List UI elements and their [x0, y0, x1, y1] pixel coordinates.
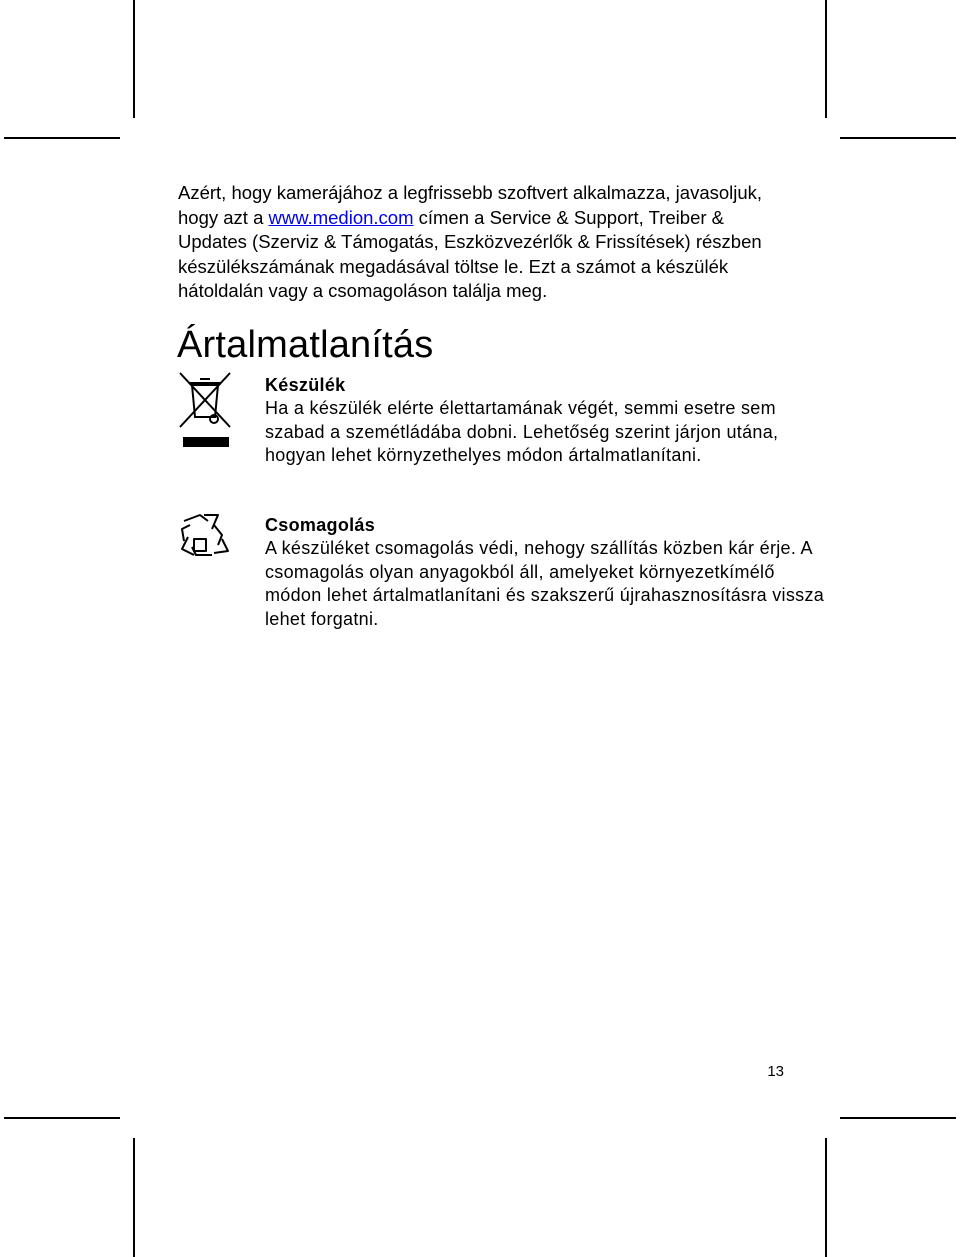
medion-link[interactable]: www.medion.com [268, 206, 414, 228]
crop-mark-bottom-left-horizontal [4, 1117, 120, 1119]
page-heading: Ártalmatlanítás [177, 324, 434, 366]
page-number: 13 [767, 1063, 784, 1080]
crop-mark-bottom-left-vertical [133, 1138, 135, 1257]
crop-mark-top-left-horizontal [4, 137, 120, 139]
recycling-icon [178, 511, 230, 559]
crop-mark-top-left-vertical [133, 0, 135, 118]
crop-mark-bottom-right-horizontal [840, 1117, 956, 1119]
intro-paragraph [178, 181, 798, 304]
crossed-out-wheelie-bin-icon [178, 371, 234, 449]
crop-mark-bottom-right-vertical [825, 1138, 827, 1257]
section-packaging [265, 513, 825, 631]
section-device [265, 373, 825, 468]
intro-text-before-link: Azért, hogy kamerájához a legfrissebb szoftvert alkalmazza, javasoljuk, hogy azt a [178, 182, 763, 228]
crop-mark-top-right-horizontal [840, 137, 956, 139]
crop-mark-top-right-vertical [825, 0, 827, 118]
section-body: Ha a készülék elérte élettartamának végét, semmi esetre sem szabad a szemétládába dobni. Lehetőség szerint járjon utána, hogyan lehet környzethelyes módon ártalmatlanítani. [265, 398, 779, 465]
section-body: A készüléket csomagolás védi, nehogy szállítás közben kár érje. A csomagolás olyan anyagokból áll, amelyeket környezetkímélő módon lehet ártalmatlanítani és szakszerű újrahasznosításra vissza lehet forgatni. [265, 538, 825, 629]
section-title: Csomagolás [265, 515, 376, 535]
intro-text-after-link: címen a Service & Support, Treiber & Updates (Szerviz & Támogatás, Eszközvezérlők & Frissítések) részben készülékszámának megadásával töltse le. Ezt a számot a készülék hátoldalán vagy a csomagoláson találja meg. [178, 206, 762, 301]
section-title: Készülék [265, 375, 346, 395]
